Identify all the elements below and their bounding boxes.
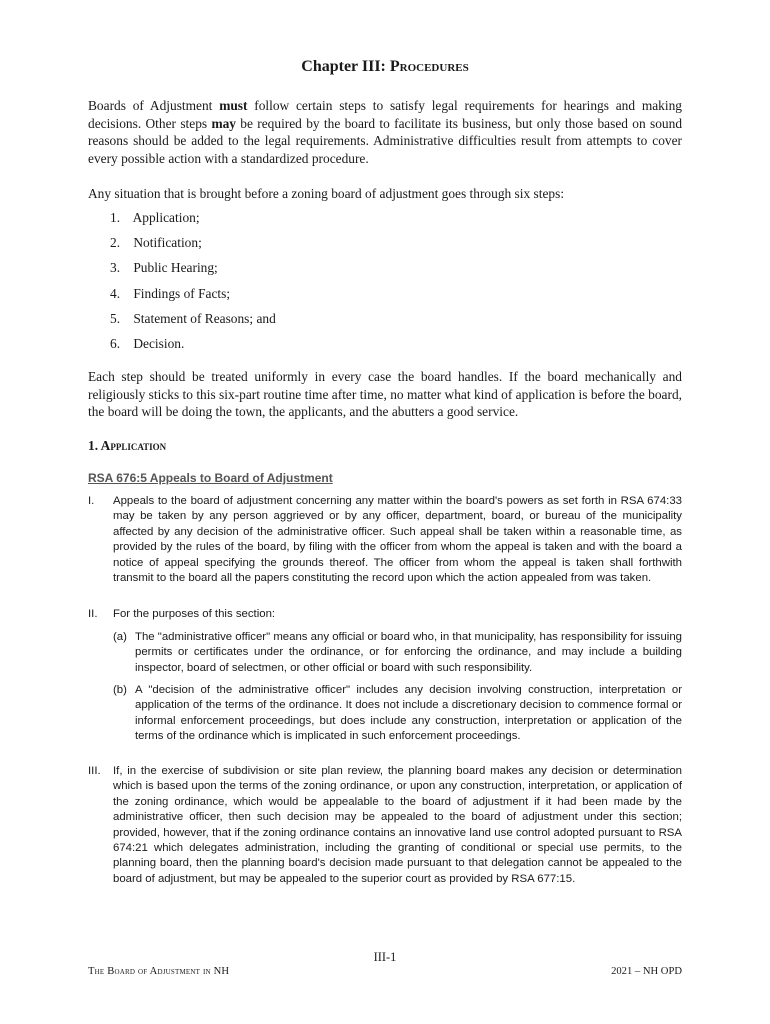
uniform-paragraph: Each step should be treated uniformly in every case the board handles. If the board mechanically and religiously sticks to this six-part routine time after time, no matter what kind of application is before the board, the board will be doing the town, the applicants, and the abutters a good service. (88, 369, 682, 420)
footer-title: The Board of Adjustment in NH (88, 966, 230, 977)
list-item-number: 1. (110, 210, 121, 225)
list-item-number: 4. (110, 285, 121, 301)
list-item (110, 285, 276, 310)
statute-numeral: I. (88, 495, 95, 507)
subsection-text: The "administrative officer" means any official or board who, in that municipality, has responsibility for issuing permits or certificates under the ordinance, or for enforcing the ordinance, and may include a building inspector, board of selectmen, or other official or board with such responsibility. (135, 631, 682, 674)
statute-subsection-b (113, 683, 682, 745)
statute-numeral: III. (88, 765, 101, 777)
section-heading: 1. Application (88, 438, 167, 453)
list-item-text: Notification; (133, 235, 202, 251)
statute-section-iii (88, 764, 682, 887)
intro-emphasis-may: may (211, 115, 236, 131)
list-item-number: 2. (110, 235, 121, 251)
chapter-number: Chapter III: (301, 58, 390, 75)
statute-text: For the purposes of this section: (113, 608, 276, 620)
page-number: III-1 (373, 950, 397, 964)
statute-text: Appeals to the board of adjustment concerning any matter within the board's powers as set forth in RSA 674:33 may be taken by any person aggrieved or by any officer, department, board, or bureau of the municipality affected by any decision of the administrative officer. Such appeal shall be taken within a reasonable time, as provided by the rules of the board, by filing with the officer from whom the appeal is taken and with the board a notice of appeal specifying the grounds thereof. The officer from whom the appeal is taken shall forthwith transmit to the board all the papers constituting the record upon which the action appealed from was taken. (113, 495, 682, 585)
list-item-number: 6. (110, 335, 121, 351)
statute-subsection-a (113, 630, 682, 676)
statute-section-ii (88, 607, 682, 622)
statute-title: RSA 676:5 Appeals to Board of Adjustment (88, 471, 333, 485)
list-item (110, 234, 276, 259)
subsection-letter: (a) (113, 631, 127, 643)
list-item-text: Public Hearing; (133, 260, 218, 276)
list-item-number: 3. (110, 260, 121, 276)
list-item-text: Decision. (133, 335, 185, 351)
list-item-text: Findings of Facts; (133, 285, 231, 301)
list-item-text: Application; (132, 210, 200, 225)
intro-paragraph (88, 97, 682, 167)
chapter-title (88, 58, 682, 76)
steps-list (110, 209, 276, 360)
statute-section-i (88, 494, 682, 586)
list-item-number: 5. (110, 310, 121, 326)
statute-text: If, in the exercise of subdivision or site plan review, the planning board makes any decision or determination which is based upon the terms of the zoning ordinance, or upon any construction, interpretation, or application of the zoning ordinance, which would be appealable to the board of adjustment if it had been made by the administrative officer, then such decision may be appealed to the board of adjustment under this section; provided, however, that if the zoning ordinance contains an innovative land use control adopted pursuant to RSA 674:21 which delegates administration, including the granting of conditional or special use permits, to the planning board, then the planning board's decision made pursuant to that delegation cannot be appealed to the board of adjustment, but may be appealed to the superior court as provided by RSA 677:15. (113, 765, 682, 885)
footer-year: 2021 – NH OPD (611, 966, 682, 977)
list-item (110, 209, 276, 234)
intro-text-1: Boards of Adjustment (88, 98, 220, 113)
subsection-letter: (b) (113, 684, 127, 696)
list-item (110, 335, 276, 360)
list-item (110, 259, 276, 284)
intro-text-3: be required by the board to facilitate its business, but only those based on sound reasons should be added to the legal requirements. Administrative difficulties result from attempts to cover every possible action with a standardized procedure. (88, 115, 683, 166)
list-item-text: Statement of Reasons; and (133, 310, 276, 326)
chapter-name: Procedures (389, 58, 469, 75)
intro-text-2: follow certain steps to satisfy legal requirements for hearings and making decisions. Other steps (88, 98, 682, 131)
intro-emphasis-must: must (219, 98, 248, 113)
list-item (110, 310, 276, 335)
statute-numeral: II. (88, 608, 98, 620)
steps-lead-paragraph: Any situation that is brought before a zoning board of adjustment goes through six steps: (88, 186, 565, 201)
subsection-text: A "decision of the administrative officer" includes any decision involving construction, interpretation or application of the terms of the ordinance. It does not include a discretionary decision to commence formal or informal enforcement proceedings, but does include any construction, interpretation or application of the terms of the ordinance which is implicated in such enforcement proceedings. (135, 684, 682, 743)
